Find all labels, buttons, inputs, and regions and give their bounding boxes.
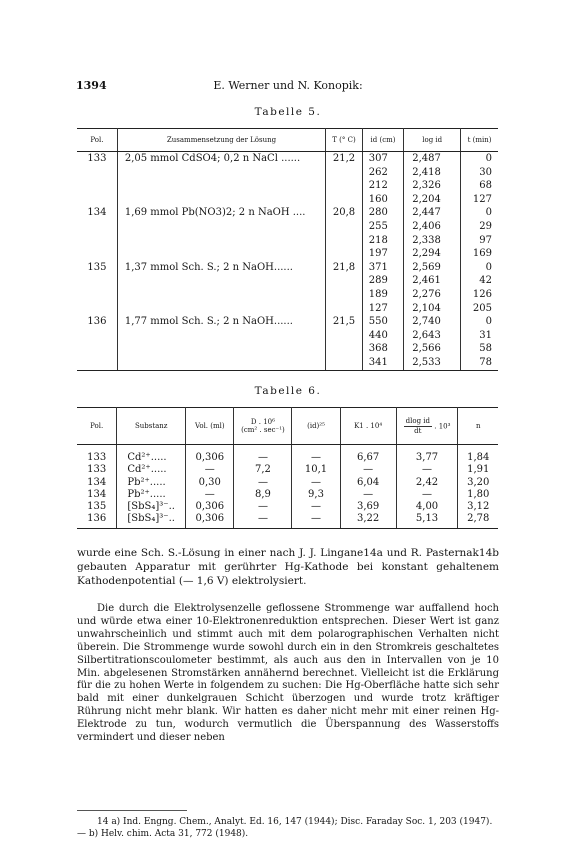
t5-cell-log-id: 2,204: [404, 193, 461, 207]
t5-cell-log-id: 2,104: [404, 302, 461, 316]
t5-cell-temperature: [326, 234, 363, 248]
t6-dlog-fraction: [404, 417, 432, 436]
t6-cell-pol: 133: [77, 445, 117, 465]
t5-cell-pol: [77, 288, 117, 302]
table5-header-row: [77, 129, 498, 152]
t6-cell-n: 1,84: [467, 452, 490, 463]
t6-header-id25: (id)²⁵: [292, 408, 340, 445]
t5-cell-temperature: [326, 247, 363, 261]
t5-cell-log-id: 2,487: [404, 152, 461, 166]
t5-cell-composition: 1,37 mmol Sch. S.; 2 n NaOH......: [117, 261, 325, 275]
t5-cell-pol: 136: [77, 315, 117, 329]
t5-cell-composition: [117, 356, 325, 370]
t5-cell-log-id: 2,533: [404, 356, 461, 370]
table-row: [77, 206, 498, 220]
t5-cell-time: 68: [479, 180, 492, 192]
t6-cell-k1: 3,22: [340, 513, 396, 528]
t5-cell-time: 127: [472, 193, 492, 205]
t5-cell-time: 97: [479, 234, 492, 246]
t5-cell-log-id: 2,276: [404, 288, 461, 302]
t6-cell-volume: 0,306: [186, 501, 234, 513]
footnote-14: 14 a) Ind. Engng. Chem., Analyt. Ed. 16, 147 (1944); Disc. Faraday Soc. 1, 203 (1947). — b) Helv. chim. Acta 31, 772 (1948).: [77, 817, 493, 839]
t5-cell-temperature: 20,8: [326, 206, 363, 220]
t5-cell-temperature: [326, 356, 363, 370]
t5-cell-time: 0: [485, 207, 492, 219]
table5-caption: Tabelle 5.: [254, 106, 322, 118]
t6-header-volume: Vol. (ml): [186, 408, 234, 445]
t5-cell-log-id: 2,740: [404, 315, 461, 329]
t6-cell-k1: 3,69: [340, 501, 396, 513]
t6-cell-n: 2,78: [458, 513, 498, 528]
t5-cell-id: 262: [362, 166, 403, 180]
table-row: [77, 179, 498, 193]
footnote-rule: [77, 810, 187, 811]
t5-cell-id: 550: [362, 315, 403, 329]
t5-cell-composition: [117, 342, 325, 356]
t6-cell-diffusion: 8,9: [234, 489, 292, 501]
t6-cell-substance: [SbS₄]³⁻..: [117, 501, 186, 513]
t5-cell-id: 440: [362, 329, 403, 343]
t5-cell-pol: [77, 234, 117, 248]
t6-header-substance: Substanz: [117, 408, 186, 445]
table-row: [77, 193, 498, 207]
t5-cell-composition: [117, 166, 325, 180]
t5-cell-time: 0: [485, 153, 492, 164]
t5-cell-time: 126: [472, 288, 492, 300]
t5-cell-composition: [117, 329, 325, 343]
t5-header-composition: Zusammensetzung der Lösung: [117, 129, 325, 152]
t5-cell-id: 371: [362, 261, 403, 275]
t5-cell-time: 0: [485, 261, 492, 273]
t6-cell-pol: 133: [77, 464, 117, 476]
t6-cell-n: 3,12: [467, 501, 490, 513]
t5-cell-log-id: 2,406: [404, 220, 461, 234]
table-row: [77, 501, 498, 513]
t5-cell-composition: [117, 274, 325, 288]
table-row: [77, 342, 498, 356]
t5-header-temperature: T (° C): [326, 129, 363, 152]
t5-header-pol: Pol.: [77, 129, 117, 152]
t6-cell-pol: 134: [77, 489, 117, 501]
t6-cell-dlog: —: [396, 489, 458, 501]
t5-header-log-id: log id: [404, 129, 461, 152]
t5-cell-temperature: [326, 302, 363, 316]
t5-cell-temperature: [326, 329, 363, 343]
t6-cell-substance: Cd²⁺.....: [117, 445, 186, 465]
t5-cell-time: 42: [479, 275, 492, 287]
t6-cell-n: 1,80: [467, 488, 490, 500]
t6-cell-pol: 136: [77, 513, 117, 528]
t5-cell-temperature: [326, 220, 363, 234]
t5-cell-time: 169: [472, 248, 492, 260]
t5-cell-pol: [77, 193, 117, 207]
t6-cell-id25: —: [292, 477, 340, 489]
t5-header-time: t (min): [461, 129, 498, 152]
t6-dlog-suffix: . 10³: [434, 422, 451, 430]
t5-cell-time: 205: [472, 302, 492, 314]
table6-caption: Tabelle 6.: [254, 385, 322, 397]
t5-cell-pol: 134: [77, 206, 117, 220]
t6-dlog-numerator: dlog id: [405, 416, 431, 425]
t5-cell-pol: [77, 179, 117, 193]
t6-cell-diffusion: —: [234, 445, 292, 465]
t6-cell-diffusion: —: [234, 513, 292, 528]
t5-cell-temperature: [326, 288, 363, 302]
t5-cell-composition: 1,77 mmol Sch. S.; 2 n NaOH......: [117, 315, 325, 329]
t5-cell-id: 160: [362, 193, 403, 207]
table-6: [77, 407, 498, 529]
t6-cell-n: 1,91: [467, 464, 490, 476]
t5-cell-log-id: 2,418: [404, 166, 461, 180]
table-row: [77, 302, 498, 316]
t6-cell-volume: 0,30: [186, 477, 234, 489]
t5-cell-composition: [117, 288, 325, 302]
t5-cell-temperature: [326, 274, 363, 288]
t5-cell-log-id: 2,569: [404, 261, 461, 275]
t5-cell-log-id: 2,338: [404, 234, 461, 248]
t6-cell-dlog: 2,42: [396, 477, 458, 489]
t6-cell-volume: 0,306: [186, 513, 234, 528]
t6-cell-n: 3,20: [467, 476, 490, 488]
t5-cell-composition: [117, 302, 325, 316]
t5-cell-log-id: 2,566: [404, 342, 461, 356]
t6-cell-diffusion: —: [234, 477, 292, 489]
t6-dlog-denominator: dt: [414, 426, 422, 435]
t6-cell-k1: —: [340, 489, 396, 501]
t5-cell-id: 368: [362, 342, 403, 356]
t6-cell-dlog: —: [396, 464, 458, 476]
t6-cell-volume: —: [186, 489, 234, 501]
t5-cell-composition: [117, 247, 325, 261]
t6-cell-k1: 6,04: [340, 477, 396, 489]
t6-header-pol: Pol.: [77, 408, 117, 445]
t5-header-id: id (cm): [362, 129, 403, 152]
t6-cell-pol: 134: [77, 477, 117, 489]
page-header: [76, 79, 500, 93]
t6-cell-dlog: 4,00: [396, 501, 458, 513]
t5-cell-time: 29: [479, 220, 492, 232]
table-row: [77, 445, 498, 465]
t5-cell-id: 341: [362, 356, 403, 370]
table-row: [77, 220, 498, 234]
t5-cell-pol: [77, 166, 117, 180]
t6-cell-diffusion: 7,2: [234, 464, 292, 476]
paragraph-2: Die durch die Elektrolysenzelle geflossene Strommenge war auffallend hoch und würde etwa einer 10-Elektronenreduktion entsprechen. Dieser Wert ist ganz unwahrscheinlich und stimmt auch mit dem polarographischen Verhalten nicht überein. Die Strommenge wurde sowohl durch ein in den Stromkreis geschaltetes Silbertitrationscoulometer bestimmt, als auch aus den in Intervallen von je 10 Min. abgelesenen Stromstärken annähernd berechnet. Vielleicht ist die Erklärung für die zu hohen Werte in folgendem zu suchen: Die Hg-Oberfläche hatte sich sehr bald mit einer dunkelgrauen Schicht überzogen und wurde trotz kräftiger Rührung nicht mehr blank. Wir hatten es daher nicht mehr mit einer reinen Hg-Elektrode zu tun, wodurch vermutlich die Überspannung des Wasserstoffs vermindert und dieser neben: [77, 603, 499, 744]
t6-cell-id25: —: [292, 513, 340, 528]
t5-cell-composition: [117, 234, 325, 248]
t5-cell-id: 280: [362, 206, 403, 220]
t6-header-n: n: [458, 408, 498, 445]
table-row: [77, 247, 498, 261]
table-row: [77, 329, 498, 343]
t5-cell-time: 58: [479, 343, 492, 355]
t5-cell-pol: 135: [77, 261, 117, 275]
table-row: [77, 166, 498, 180]
t6-cell-k1: 6,67: [340, 445, 396, 465]
t6-header-diffusion: [234, 408, 292, 445]
t5-cell-id: 127: [362, 302, 403, 316]
table-row: [77, 356, 498, 370]
t6-header-d-num: D . 10⁶: [250, 418, 275, 426]
t5-cell-log-id: 2,326: [404, 179, 461, 193]
t5-cell-composition: [117, 220, 325, 234]
t5-cell-pol: [77, 342, 117, 356]
table-row: [77, 288, 498, 302]
t5-cell-pol: [77, 356, 117, 370]
t5-cell-temperature: 21,5: [326, 315, 363, 329]
t6-cell-volume: —: [186, 464, 234, 476]
t6-cell-substance: Cd²⁺.....: [117, 464, 186, 476]
paragraph-1: wurde eine Sch. S.-Lösung in einer nach J. J. Lingane14a und R. Pasternak14b gebauten Apparatur mit gerührter Hg-Kathode bei konstant gehaltenem Kathodenpotential (— 1,6 V) elektrolysiert.: [77, 547, 499, 587]
t5-cell-pol: [77, 302, 117, 316]
t5-cell-pol: [77, 220, 117, 234]
t5-cell-pol: [77, 329, 117, 343]
t5-cell-temperature: 21,8: [326, 261, 363, 275]
t6-cell-diffusion: —: [234, 501, 292, 513]
page-number: 1394: [76, 79, 107, 92]
t6-header-d-den: (cm² . sec⁻¹): [241, 426, 285, 434]
t6-cell-id25: —: [292, 445, 340, 465]
table6-header-row: [77, 408, 498, 445]
table-row: [77, 261, 498, 275]
t6-cell-substance: Pb²⁺.....: [117, 489, 186, 501]
t5-cell-time: 0: [485, 316, 492, 328]
t5-cell-pol: 133: [77, 152, 117, 166]
t6-header-k1: K1 . 10⁴: [340, 408, 396, 445]
table-row: [77, 234, 498, 248]
t5-cell-pol: [77, 274, 117, 288]
t6-cell-id25: 9,3: [292, 489, 340, 501]
t5-cell-id: 289: [362, 274, 403, 288]
t6-cell-id25: 10,1: [292, 464, 340, 476]
t5-cell-log-id: 2,294: [404, 247, 461, 261]
table-row: [77, 464, 498, 476]
table-row: [77, 489, 498, 501]
t5-cell-composition: [117, 179, 325, 193]
t5-cell-log-id: 2,447: [404, 206, 461, 220]
table-row: [77, 477, 498, 489]
t5-cell-id: 255: [362, 220, 403, 234]
t6-cell-dlog: 5,13: [396, 513, 458, 528]
t5-cell-log-id: 2,461: [404, 274, 461, 288]
t5-cell-temperature: [326, 193, 363, 207]
t6-cell-substance: Pb²⁺.....: [117, 477, 186, 489]
t6-cell-substance: [SbS₄]³⁻..: [117, 513, 186, 528]
t5-cell-id: 212: [362, 179, 403, 193]
t6-cell-pol: 135: [77, 501, 117, 513]
t6-header-dlog: [396, 408, 458, 445]
t5-cell-id: 307: [362, 152, 403, 166]
t6-cell-dlog: 3,77: [396, 445, 458, 465]
t5-cell-composition: 2,05 mmol CdSO4; 0,2 n NaCl ......: [117, 152, 325, 166]
table-row: [77, 274, 498, 288]
table-row: [77, 315, 498, 329]
t5-cell-id: 218: [362, 234, 403, 248]
t5-cell-temperature: [326, 342, 363, 356]
t5-cell-time: 30: [479, 166, 492, 178]
t6-cell-id25: —: [292, 501, 340, 513]
t5-cell-temperature: [326, 179, 363, 193]
table-row: [77, 152, 498, 166]
t5-cell-temperature: 21,2: [326, 152, 363, 166]
t5-cell-log-id: 2,643: [404, 329, 461, 343]
t5-cell-pol: [77, 247, 117, 261]
t5-cell-composition: [117, 193, 325, 207]
t5-cell-time: 78: [461, 356, 498, 370]
running-title: E. Werner und N. Konopik:: [213, 79, 363, 92]
table-5: [77, 128, 498, 371]
t5-cell-temperature: [326, 166, 363, 180]
t5-cell-id: 189: [362, 288, 403, 302]
t6-cell-volume: 0,306: [186, 445, 234, 465]
table-row: [77, 513, 498, 528]
t6-cell-k1: —: [340, 464, 396, 476]
t5-cell-time: 31: [479, 329, 492, 341]
t5-cell-composition: 1,69 mmol Pb(NO3)2; 2 n NaOH ....: [117, 206, 325, 220]
t5-cell-id: 197: [362, 247, 403, 261]
